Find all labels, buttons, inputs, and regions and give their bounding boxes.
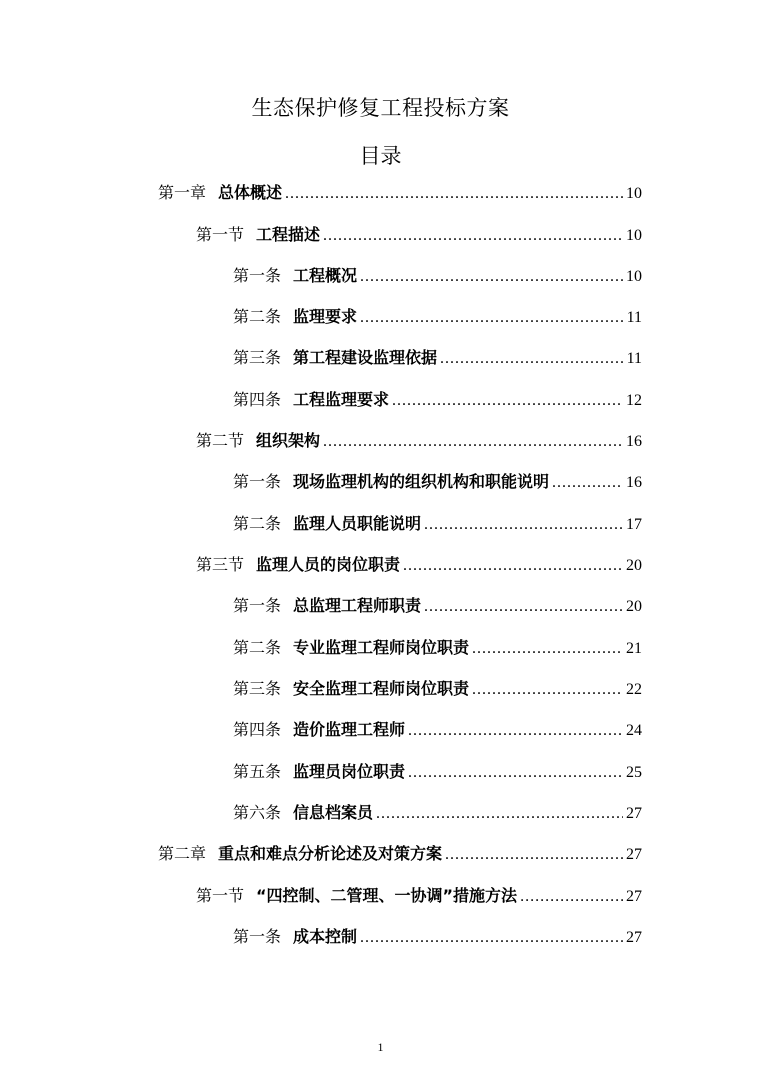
toc-entry-page: 10 xyxy=(626,185,642,202)
toc-entry-number: 第二条 xyxy=(233,307,282,326)
toc-entry-page: 16 xyxy=(626,433,642,450)
toc-entry-page: 10 xyxy=(626,227,642,244)
toc-entry-number: 第二条 xyxy=(233,514,282,533)
toc-entry-page: 22 xyxy=(626,681,642,698)
toc-entry-page: 27 xyxy=(626,888,642,905)
toc-entry-page: 16 xyxy=(626,474,642,491)
toc-entry-article[interactable] xyxy=(233,343,642,373)
toc-entry-number: 第二条 xyxy=(233,638,282,657)
toc-entry-title: 工程描述 xyxy=(256,225,321,244)
toc-entry-title: 第工程建设监理依据 xyxy=(293,348,438,367)
toc-entry-article[interactable] xyxy=(233,757,642,787)
toc-entry-number: 第二节 xyxy=(196,431,245,450)
toc-entry-article[interactable] xyxy=(233,922,642,952)
toc-entry-page: 20 xyxy=(626,557,642,574)
toc-entry-title: 现场监理机构的组织机构和职能说明 xyxy=(293,472,550,491)
toc-entry-section[interactable] xyxy=(196,220,642,250)
toc-entry-number: 第四条 xyxy=(233,720,282,739)
toc-entry-page: 11 xyxy=(626,309,642,326)
toc-entry-page: 10 xyxy=(626,268,642,285)
toc-dot-leader xyxy=(360,923,623,953)
toc-dot-leader xyxy=(472,634,623,664)
toc-dot-leader xyxy=(323,427,623,457)
toc-dot-leader xyxy=(376,799,623,829)
toc-entry-number: 第三节 xyxy=(196,555,245,574)
toc-entry-section[interactable] xyxy=(196,426,642,456)
toc-entry-number: 第一节 xyxy=(196,886,245,905)
toc-entry-title: 工程概况 xyxy=(293,266,358,285)
toc-dot-leader xyxy=(520,882,623,912)
toc-entry-number: 第一章 xyxy=(158,183,207,202)
toc-entry-title: 总体概述 xyxy=(218,183,283,202)
toc-entry-number: 第二章 xyxy=(158,844,207,863)
toc-entry-number: 第六条 xyxy=(233,803,282,822)
toc-entry-title: 专业监理工程师岗位职责 xyxy=(293,638,470,657)
toc-entry-number: 第一节 xyxy=(196,225,245,244)
toc-entry-title: 成本控制 xyxy=(293,927,358,946)
toc-entry-title: 监理要求 xyxy=(293,307,358,326)
toc-entry-page: 12 xyxy=(626,392,642,409)
toc-entry-article[interactable] xyxy=(233,509,642,539)
toc-entry-article[interactable] xyxy=(233,302,642,332)
toc-dot-leader xyxy=(472,675,623,705)
toc-entry-chapter[interactable] xyxy=(158,839,642,869)
toc-dot-leader xyxy=(424,592,623,622)
page-number: 1 xyxy=(377,1040,384,1054)
toc-dot-leader xyxy=(403,551,623,581)
toc-entry-article[interactable] xyxy=(233,633,642,663)
toc-entry-number: 第五条 xyxy=(233,762,282,781)
toc-entry-page: 27 xyxy=(626,929,642,946)
toc-entry-chapter[interactable] xyxy=(158,178,642,208)
toc-entry-page: 27 xyxy=(626,846,642,863)
toc-dot-leader xyxy=(323,221,623,251)
toc-entry-title: 监理人员职能说明 xyxy=(293,514,422,533)
toc-dot-leader xyxy=(552,468,623,498)
toc-entry-number: 第四条 xyxy=(233,390,282,409)
toc-heading: 目录 xyxy=(359,144,402,168)
toc-dot-leader xyxy=(408,758,623,788)
toc-entry-section[interactable] xyxy=(196,550,642,580)
toc-entry-article[interactable] xyxy=(233,261,642,291)
toc-entry-title: 组织架构 xyxy=(256,431,321,450)
document-title: 生态保护修复工程投标方案 xyxy=(251,96,510,120)
toc-entry-number: 第一条 xyxy=(233,472,282,491)
toc-entry-number: 第一条 xyxy=(233,266,282,285)
toc-entry-article[interactable] xyxy=(233,385,642,415)
toc-entry-title: 安全监理工程师岗位职责 xyxy=(293,679,470,698)
toc-entry-title: 信息档案员 xyxy=(293,803,374,822)
toc-dot-leader xyxy=(360,262,623,292)
toc-entry-title: 工程监理要求 xyxy=(293,390,390,409)
toc-entry-article[interactable] xyxy=(233,715,642,745)
toc-entry-page: 11 xyxy=(626,350,642,367)
toc-entry-page: 17 xyxy=(626,516,642,533)
toc-entry-title: 造价监理工程师 xyxy=(293,720,406,739)
toc-entry-section[interactable] xyxy=(196,881,642,911)
toc-dot-leader xyxy=(440,344,624,374)
toc-entry-page: 27 xyxy=(626,805,642,822)
toc-entry-number: 第三条 xyxy=(233,348,282,367)
toc-entry-number: 第一条 xyxy=(233,596,282,615)
toc-dot-leader xyxy=(392,386,623,416)
toc-dot-leader xyxy=(445,840,623,870)
toc-entry-title: 监理员岗位职责 xyxy=(293,762,406,781)
toc-entry-article[interactable] xyxy=(233,591,642,621)
toc-entry-title: 总监理工程师职责 xyxy=(293,596,422,615)
toc-entry-number: 第三条 xyxy=(233,679,282,698)
toc-entry-page: 20 xyxy=(626,598,642,615)
toc-entry-article[interactable] xyxy=(233,467,642,497)
toc-entry-title: “四控制、二管理、一协调”措施方法 xyxy=(256,886,518,905)
toc-entry-page: 24 xyxy=(626,722,642,739)
toc-entry-page: 21 xyxy=(626,640,642,657)
toc-dot-leader xyxy=(408,716,623,746)
toc-dot-leader xyxy=(360,303,624,333)
toc-dot-leader xyxy=(424,510,623,540)
toc-entry-title: 监理人员的岗位职责 xyxy=(256,555,401,574)
toc-entry-page: 25 xyxy=(626,764,642,781)
toc-dot-leader xyxy=(285,179,623,209)
toc-entry-article[interactable] xyxy=(233,798,642,828)
toc-entry-number: 第一条 xyxy=(233,927,282,946)
toc-entry-title: 重点和难点分析论述及对策方案 xyxy=(218,844,443,863)
toc-entry-article[interactable] xyxy=(233,674,642,704)
